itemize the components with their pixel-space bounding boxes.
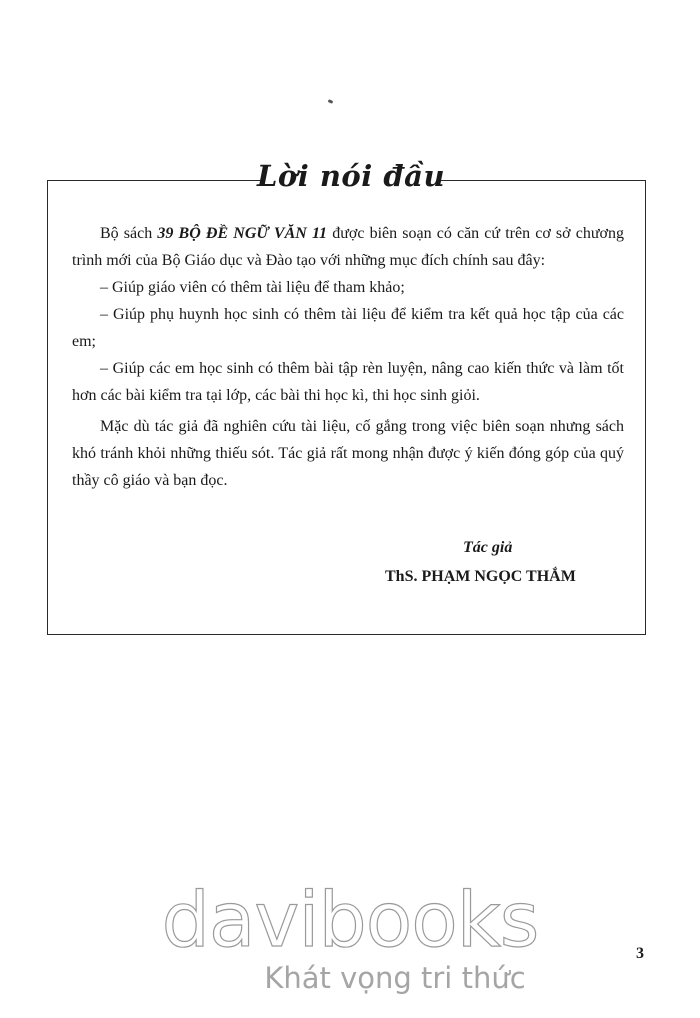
book-title: 39 BỘ ĐỀ NGỮ VĂN 11 xyxy=(157,225,328,242)
publisher-watermark xyxy=(150,875,550,995)
page-number: 3 xyxy=(636,945,644,962)
purpose-item-3: – Giúp các em học sinh có thêm bài tập rèn luyện, nâng cao kiến thức và làm tốt hơn các bài kiểm tra tại lớp, các bài thi học kì, thi học sinh giỏi. xyxy=(72,360,624,404)
stray-ink-mark xyxy=(328,99,334,104)
intro-prefix: Bộ sách xyxy=(100,225,158,242)
signature-name: ThS. PHẠM NGỌC THẮM xyxy=(385,568,576,585)
purpose-item-1: – Giúp giáo viên có thêm tài liệu để tham khảo; xyxy=(100,279,405,296)
purpose-item-2: – Giúp phụ huynh học sinh có thêm tài liệu để kiểm tra kết quả học tập của các em; xyxy=(72,306,624,350)
signature-role: Tác giả xyxy=(463,539,513,556)
preface-body xyxy=(72,220,624,494)
watermark-slogan: Khát vọng tri thức xyxy=(264,961,526,995)
closing-paragraph: Mặc dù tác giả đã nghiên cứu tài liệu, cố gắng trong việc biên soạn nhưng sách khó tránh khỏi những thiếu sót. Tác giả rất mong nhận được ý kiến đóng góp của quý thầy cô giáo và bạn đọc. xyxy=(72,418,624,489)
preface-heading: Lời nói đầu xyxy=(256,159,446,193)
intro-paragraph xyxy=(72,220,624,274)
heading-wrapper xyxy=(256,150,446,202)
intro-suffix: được biên soạn có căn cứ trên cơ sở chương trình mới của Bộ Giáo dục và Đào tạo với những mục đích chính sau đây: xyxy=(72,225,624,269)
watermark-brand: davibooks xyxy=(161,875,539,964)
